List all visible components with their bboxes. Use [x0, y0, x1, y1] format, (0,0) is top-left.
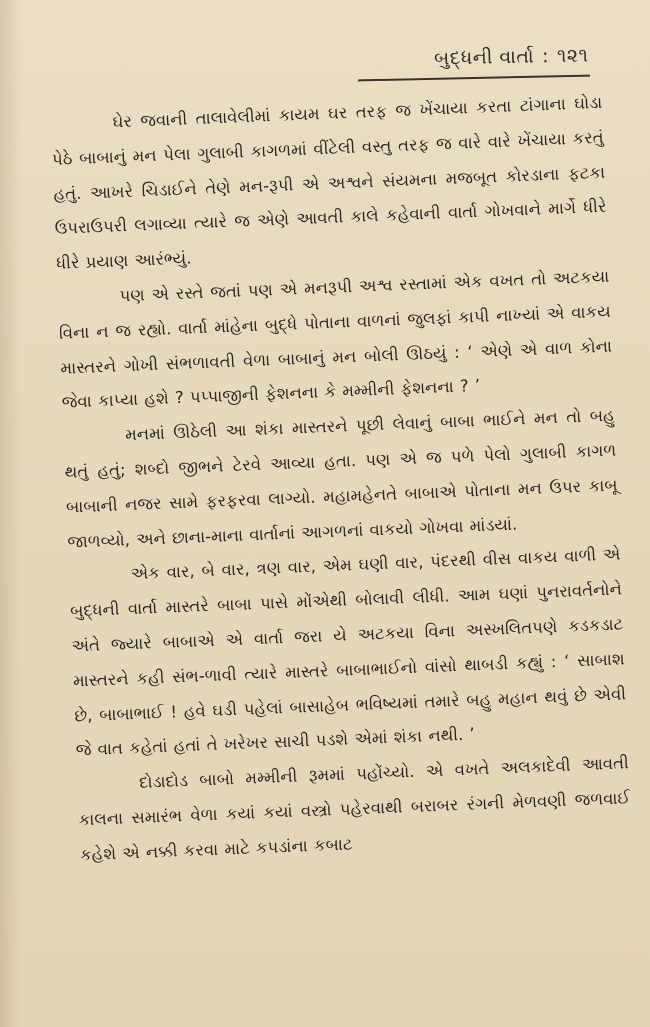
paragraph-4: એક વાર, બે વાર, ત્રણ વાર, એમ ઘણી વાર, પંદરથી વીસ વાકય વાળી એ બુદ્ધની વાર્તા માસ્તરે બાબા પાસે મોંએથી બોલાવી લીધી. આમ ઘણાં પુનરાવર્તનોને અંતે જ્યારે બાબાએ એ વાર્તા જરા યે અટકયા વિના અસ્ખલિતપણે કડકડાટ માસ્તરને કહી સંભ-ળાવી ત્યારે માસ્તરે બાબાભાઈનો વાંસો થાબડી કહ્યું : ‘ સાબાશ છે, બાબાભાઈ ! હવે ઘડી પહેલાં બાસાહેબ ભવિષ્યમાં તમારે બહુ મહાન થવું છે એવી જે વાત કહેતાં હતાં તે ખરેખર સાચી પડશે એમાં શંકા નથી. ’ [69, 544, 627, 760]
header-separator: : [541, 45, 549, 68]
paragraph-3: મનમાં ઊઠેલી આ શંકા માસ્તરને પૂછી લેવાનું બાબા ભાઈને મન તો બહુ થતું હતું; શબ્દો જીભને ટેરવે આવ્યા હતા. પણ એ જ પળે પેલો ગુલાબી કાગળ બાબાની નજર સામે ફરફરવા લાગ્યો. મહામહેનતે બાબાએ પોતાના મન ઉપર કાબૂ જાળવ્યો, અને છાના-માના વાર્તાનાં આગળનાં વાકયો ગોખવા માંડયાં. [64, 405, 618, 552]
body-text [50, 86, 632, 873]
chapter-title: બુદ્ધની વાર્તા [433, 45, 535, 70]
running-header [433, 44, 588, 69]
paragraph-2: પણ એ રસ્તે જતાં પણ એ મનરૂપી અશ્વ રસ્તામાં એક વખત તો અટકયા વિના ન જ રહ્યો. વાર્તા માંહેના બુદ્ધે પોતાના વાળનાં જુલફાં કાપી નાખ્યાં એ વાકય માસ્તરને ગોખી સંભળાવતી વેળા બાબાનું મન બોલી ઊઠયું : ‘ એણે એ વાળ કોના જેવા કાપ્યા હશે ? પપ્પાજીની ફેશનના કે મમ્મીની ફેશનના ? ’ [58, 266, 613, 413]
binding-shadow [0, 0, 22, 1027]
header-rule [358, 75, 590, 82]
page-number: ૧૨૧ [556, 44, 589, 68]
paragraph-1: ઘેર જવાની તાલાવેલીમાં કાયમ ઘર તરફ જ ખેંચાયા કરતા ટાંગાના ઘોડા પેઠે બાબાનું મન પેલા ગુલાબી કાગળમાં વીંટેલી વસ્તુ તરફ જ વારે વારે ખેંચાયા કરતું હતું. આખરે ચિડાઈને તેણે મન-રૂપી એ અશ્વને સંયમના મજબૂત કોરડાના ફટકા ઉપરાઉપરી લગાવ્યા ત્યારે જ એણે આવતી કાલે કહેવાની વાર્તા ગોખવાને માર્ગે ધીરે ધીરે પ્રયાણ આરંભ્યું. [51, 92, 607, 274]
paragraph-5: દોડાદોડ બાબો મમ્મીની રૂમમાં પહોંચ્યો. એ વખતે અલકાદેવી આવતી કાલના સમારંભ વેળા કયાં કયાં વસ્ત્રો પહેરવાથી બરાબર રંગની મેળવણી જળવાઈ કહેશે એ નક્કી કરવા માટે કપડાંના કબાટ [78, 753, 631, 865]
